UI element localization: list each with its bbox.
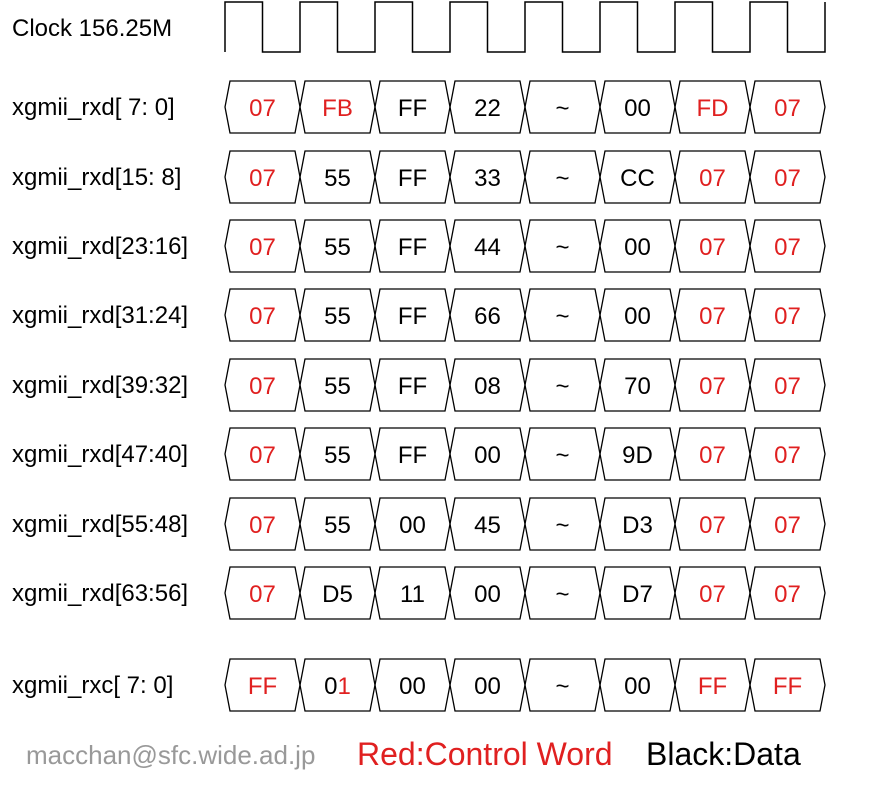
cell-value: 07 bbox=[774, 442, 801, 469]
signal-label: xgmii_rxd[31:24] bbox=[12, 302, 189, 329]
cell-value: 08 bbox=[474, 373, 501, 400]
cell-value: FF bbox=[397, 303, 428, 330]
legend-data: Black:Data bbox=[646, 736, 801, 772]
cell-value: ~ bbox=[555, 303, 570, 330]
footer-email: macchan@sfc.wide.ad.jp bbox=[26, 740, 316, 770]
cell-value: 00 bbox=[399, 673, 426, 700]
cell-value: ~ bbox=[555, 581, 570, 608]
cell-value: 07 bbox=[699, 303, 726, 330]
cell-value: FD bbox=[696, 95, 729, 122]
signal-label: xgmii_rxd[63:56] bbox=[12, 580, 189, 607]
cell-value: 00 bbox=[624, 303, 651, 330]
signal-label: xgmii_rxd[39:32] bbox=[12, 372, 189, 399]
cell-value: 07 bbox=[699, 581, 726, 608]
cell-value: D7 bbox=[622, 581, 653, 608]
cell-value: 07 bbox=[699, 165, 726, 192]
cell-value: 00 bbox=[624, 95, 651, 122]
cell-value: ~ bbox=[555, 673, 570, 700]
cell-value: ~ bbox=[555, 165, 570, 192]
cell-value: ~ bbox=[555, 234, 570, 261]
cell-value: 07 bbox=[249, 373, 276, 400]
cell-value: 55 bbox=[324, 442, 351, 469]
cell-value: 00 bbox=[624, 673, 651, 700]
cell-value: 07 bbox=[774, 303, 801, 330]
cell-value: 07 bbox=[699, 442, 726, 469]
cell-value: 07 bbox=[249, 512, 276, 539]
cell-value: FB bbox=[322, 95, 353, 122]
legend-control: Red:Control Word bbox=[357, 736, 613, 772]
signal-row bbox=[12, 220, 825, 272]
cell-value: 45 bbox=[474, 512, 501, 539]
clock-label: Clock 156.25M bbox=[12, 15, 173, 42]
cell-value: FF bbox=[397, 165, 428, 192]
cell-value: 70 bbox=[624, 373, 651, 400]
signal-label: xgmii_rxd[55:48] bbox=[12, 511, 189, 538]
cell-value: FF bbox=[697, 673, 728, 700]
cell-value: ~ bbox=[555, 442, 570, 469]
clock-waveform bbox=[225, 2, 825, 52]
cell-value: 55 bbox=[324, 373, 351, 400]
signal-label: xgmii_rxd[ 7: 0] bbox=[12, 94, 175, 121]
cell-value: 55 bbox=[324, 234, 351, 261]
cell-value: 07 bbox=[249, 303, 276, 330]
cell-value: 00 bbox=[474, 442, 501, 469]
cell-value: ~ bbox=[555, 95, 570, 122]
cell-value: 55 bbox=[324, 512, 351, 539]
cell-value: 07 bbox=[249, 95, 276, 122]
signal-row bbox=[12, 659, 825, 711]
cell-value: ~ bbox=[555, 512, 570, 539]
cell-value: 00 bbox=[474, 673, 501, 700]
cell-value: 07 bbox=[249, 234, 276, 261]
cell-value: 55 bbox=[324, 303, 351, 330]
cell-value: 07 bbox=[774, 234, 801, 261]
cell-value: FF bbox=[772, 673, 803, 700]
cell-value: 07 bbox=[699, 373, 726, 400]
signal-row bbox=[12, 567, 825, 619]
cell-value: FF bbox=[397, 234, 428, 261]
cell-value: 55 bbox=[324, 165, 351, 192]
cell-value: 33 bbox=[474, 165, 501, 192]
signal-row bbox=[12, 81, 825, 133]
cell-value: 07 bbox=[774, 373, 801, 400]
signal-row bbox=[12, 289, 825, 341]
signal-row bbox=[12, 428, 825, 480]
cell-value: 22 bbox=[474, 95, 501, 122]
signal-label: xgmii_rxd[47:40] bbox=[12, 441, 189, 468]
signal-label: xgmii_rxd[23:16] bbox=[12, 233, 189, 260]
cell-value: D3 bbox=[622, 512, 653, 539]
cell-value: 07 bbox=[699, 234, 726, 261]
signal-row bbox=[12, 151, 825, 203]
cell-value: FF bbox=[397, 373, 428, 400]
cell-value: 07 bbox=[249, 581, 276, 608]
cell-value: 00 bbox=[399, 512, 426, 539]
cell-value: D5 bbox=[322, 581, 353, 608]
cell-value: 07 bbox=[774, 95, 801, 122]
cell-value: 07 bbox=[249, 442, 276, 469]
cell-value: 00 bbox=[474, 581, 501, 608]
cell-value: CC bbox=[620, 165, 655, 192]
signal-label: xgmii_rxd[15: 8] bbox=[12, 164, 182, 191]
cell-value: FF bbox=[397, 442, 428, 469]
cell-value: ~ bbox=[555, 373, 570, 400]
cell-value: 66 bbox=[474, 303, 501, 330]
cell-value: 44 bbox=[474, 234, 501, 261]
cell-value: FF bbox=[247, 673, 278, 700]
cell-value: 11 bbox=[400, 581, 425, 608]
cell-value: 07 bbox=[699, 512, 726, 539]
cell-value: FF bbox=[397, 95, 428, 122]
cell-value: 07 bbox=[774, 165, 801, 192]
cell-value: 00 bbox=[624, 234, 651, 261]
signal-row bbox=[12, 359, 825, 411]
signal-rows bbox=[12, 81, 825, 711]
cell-value: 01 bbox=[324, 673, 351, 700]
signal-label: xgmii_rxc[ 7: 0] bbox=[12, 672, 174, 699]
signal-row bbox=[12, 498, 825, 550]
cell-value: 07 bbox=[774, 581, 801, 608]
cell-value: 9D bbox=[622, 442, 653, 469]
cell-value: 07 bbox=[774, 512, 801, 539]
cell-value: 07 bbox=[249, 165, 276, 192]
